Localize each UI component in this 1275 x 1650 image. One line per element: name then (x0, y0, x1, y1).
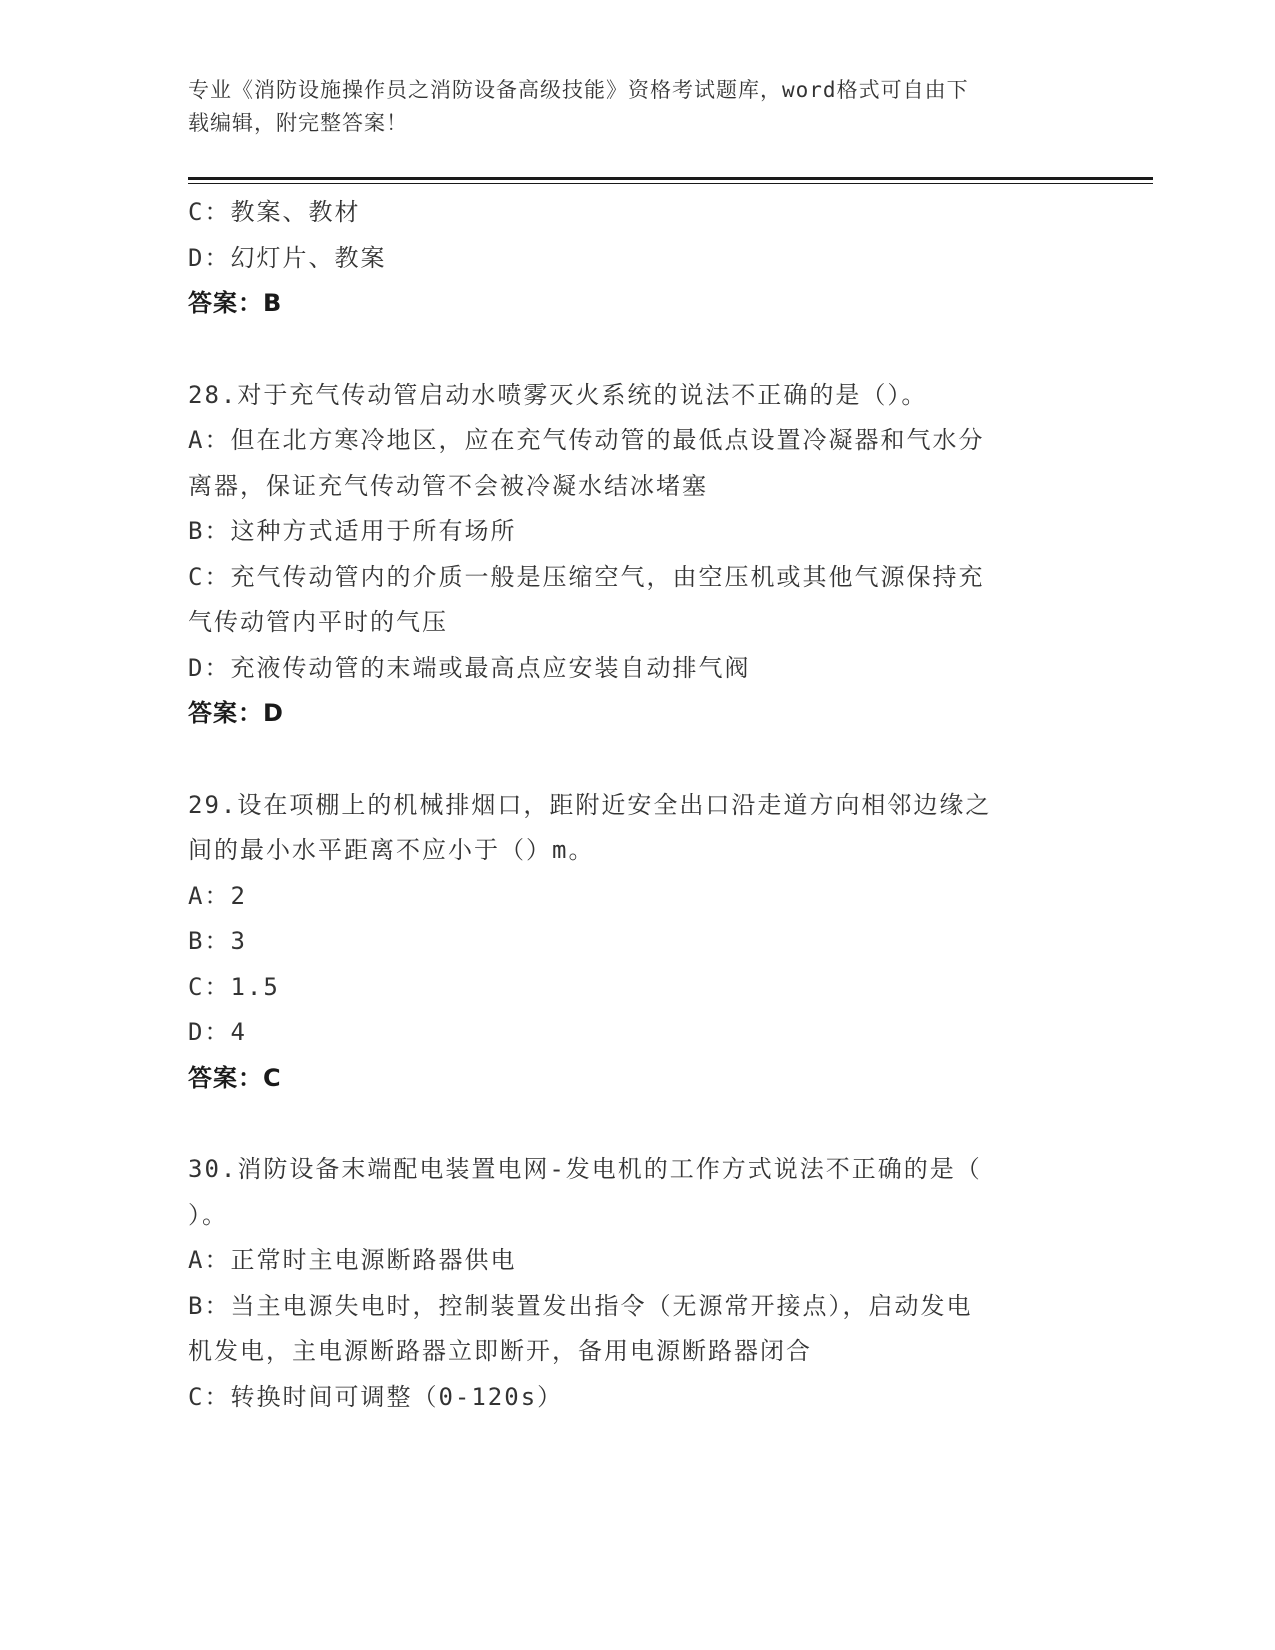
document-body (188, 190, 1088, 1420)
option-d: D：4 (188, 1018, 247, 1046)
answer: 答案：C (188, 1063, 282, 1092)
option-c: C：1.5 (188, 972, 280, 1001)
option-a: A：正常时主电源断路器供电 (188, 1246, 517, 1274)
option-b: B：当主电源失电时，控制装置发出指令（无源常开接点），启动发电 (188, 1291, 973, 1320)
prev-answer: 答案：B (188, 289, 283, 317)
header-divider-thin (188, 183, 1153, 184)
prev-option-c: C：教案、教材 (188, 198, 361, 226)
option-b-cont: 机发电，主电源断路器立即断开，备用电源断路器闭合 (188, 1337, 812, 1365)
page-header (188, 74, 1088, 140)
question-28 (188, 373, 1088, 737)
answer: 答案：D (188, 699, 284, 727)
option-c-cont: 气传动管内平时的气压 (188, 608, 448, 636)
question-stem: 30.消防设备末端配电装置电网-发电机的工作方式说法不正确的是（ (188, 1155, 982, 1183)
option-b: B：这种方式适用于所有场所 (188, 517, 517, 545)
option-b: B：3 (188, 927, 247, 955)
option-a: A：但在北方寒冷地区，应在充气传动管的最低点设置冷凝器和气水分 (188, 426, 985, 454)
question-29 (188, 783, 1088, 1102)
option-a: A：2 (188, 881, 247, 910)
question-stem: 29.设在项棚上的机械排烟口，距附近安全出口沿走道方向相邻边缘之 (188, 790, 992, 819)
header-divider-thick (188, 177, 1153, 180)
question-30 (188, 1147, 1088, 1420)
header-line-2: 载编辑，附完整答案！ (188, 111, 408, 135)
option-d: D：充液传动管的末端或最高点应安装自动排气阀 (188, 653, 751, 682)
option-a-cont: 离器，保证充气传动管不会被冷凝水结冰堵塞 (188, 471, 708, 500)
option-c: C：转换时间可调整（0-120s） (188, 1382, 564, 1411)
header-line-1: 专业《消防设施操作员之消防设备高级技能》资格考试题库，word格式可自由下 (188, 78, 969, 102)
option-c: C：充气传动管内的介质一般是压缩空气，由空压机或其他气源保持充 (188, 562, 985, 591)
question-stem: 28.对于充气传动管启动水喷雾灭火系统的说法不正确的是（）。 (188, 380, 928, 409)
question-stem-cont: ）。 (188, 1200, 228, 1229)
prev-option-d: D：幻灯片、教案 (188, 243, 387, 272)
question-stem-cont: 间的最小水平距离不应小于（）m。 (188, 836, 595, 864)
